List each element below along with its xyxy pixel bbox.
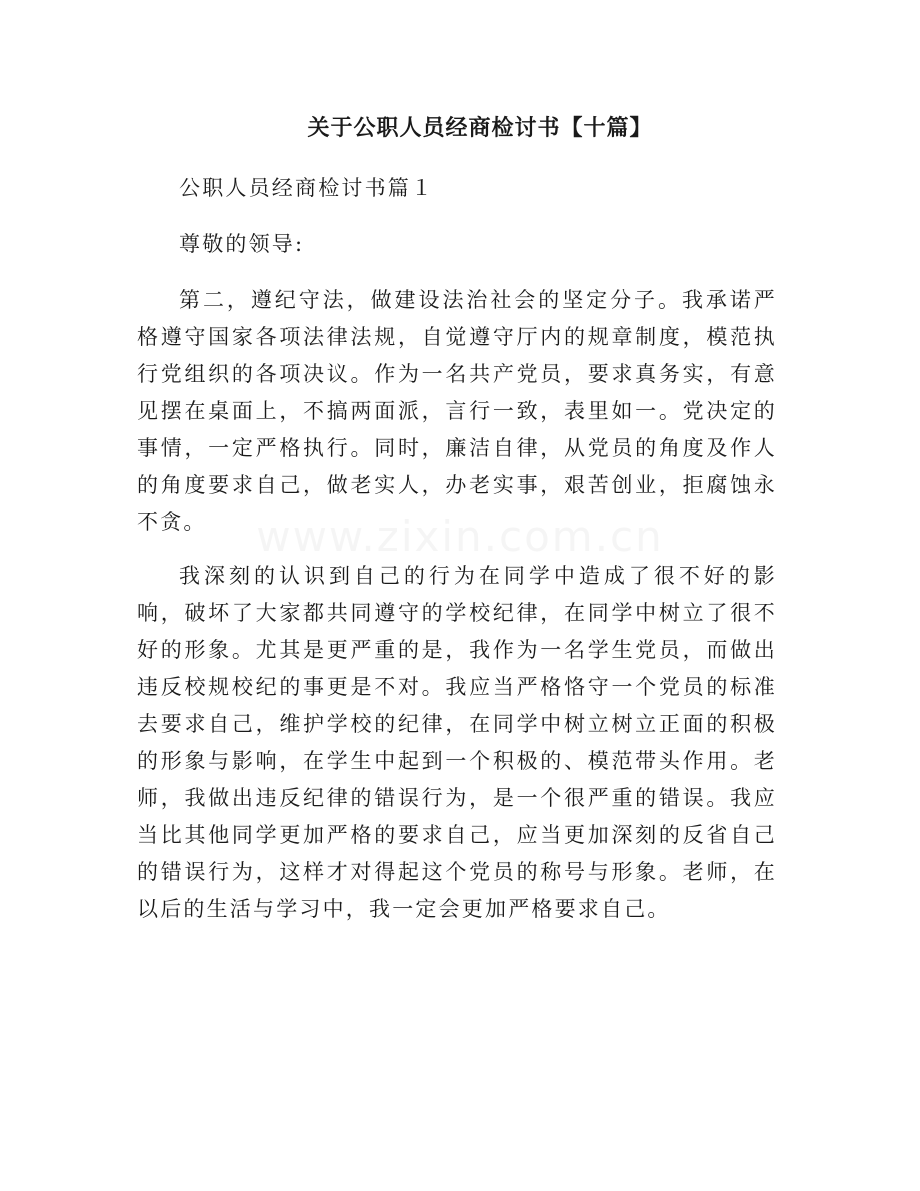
section-heading: 公职人员经商检讨书篇１ [179,176,435,200]
paragraph-1: 第二，遵纪守法，做建设法治社会的坚定分子。我承诺严格遵守国家各项法律法规，自觉遵守厅内的规章制度，模范执行党组织的各项决议。作为一名共产党员，要求真务实，有意见摆在桌面上，不搞两面派，言行一致，表里如一。党决定的事情，一定严格执行。同时，廉洁自律，从党员的角度及作人的角度要求自己，做老实人，办老实事，艰苦创业，拒腐蚀永不贪。 [137,288,777,534]
document-title: 关于公职人员经商检讨书【十篇】 [307,115,653,141]
salutation: 尊敬的领导: [179,232,305,256]
document-body [137,170,777,928]
watermark: www.zixin.com.cn [256,512,664,561]
paragraph-2: 我深刻的认识到自己的行为在同学中造成了很不好的影响，破坏了大家都共同遵守的学校纪律，在同学中树立了很不好的形象。尤其是更严重的是，我作为一名学生党员，而做出违反校规校纪的事更是不对。我应当严格恪守一个党员的标准去要求自己，维护学校的纪律，在同学中树立树立正面的积极的形象与影响，在学生中起到一个积极的、模范带头作用。老师，我做出违反纪律的错误行为，是一个很严重的错误。我应当比其他同学更加严格的要求自己，应当更加深刻的反省自己的错误行为，这样才对得起这个党员的称号与形象。老师，在以后的生活与学习中，我一定会更加严格要求自己。 [137,564,777,921]
